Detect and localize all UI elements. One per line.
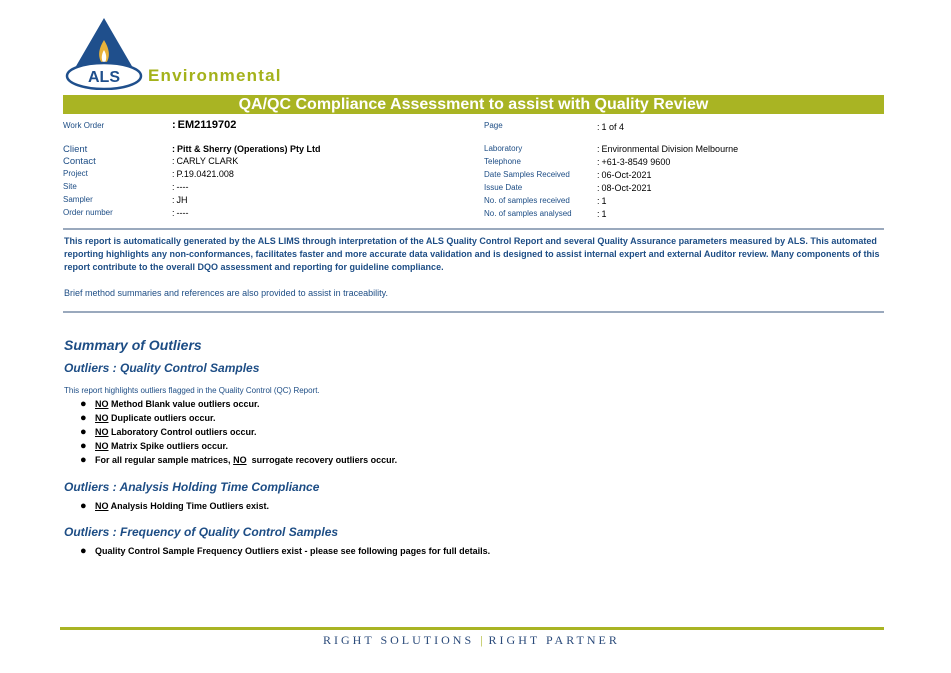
divider-top xyxy=(63,228,884,230)
label-date-received: Date Samples Received xyxy=(484,170,570,179)
logo-text: ALS xyxy=(88,69,120,86)
value-site: : ---- xyxy=(172,182,189,192)
value-issue-date: : 08-Oct-2021 xyxy=(597,183,652,193)
footer-slogan: RIGHT SOLUTIONS | RIGHT PARTNER xyxy=(323,633,620,647)
label-contact: Contact xyxy=(63,156,96,167)
intro-paragraph: This report is automatically generated by the ALS LIMS through interpretation of the ALS Quality Control Report and several Quality Assurance parameters measured by ALS. This automated reporting highlights any non-conformances, facilitates faster and more accurate data validation and is designed to assist internal expert and external Auditor review. Many components of this report contribute to the overall DQO assessment and reporting for guideline compliance. xyxy=(64,236,880,272)
label-samples-received: No. of samples received xyxy=(484,196,570,205)
bullet-dot-icon: ● xyxy=(80,426,87,438)
label-telephone: Telephone xyxy=(484,157,521,166)
value-order-number: : ---- xyxy=(172,208,189,218)
value-page: : 1 of 4 xyxy=(597,122,625,132)
value-laboratory: : Environmental Division Melbourne xyxy=(597,144,739,154)
label-laboratory: Laboratory xyxy=(484,144,523,153)
label-project: Project xyxy=(63,169,88,178)
list-item: ● NO Duplicate outliers occur. xyxy=(80,412,216,424)
summary-heading: Summary of Outliers xyxy=(64,337,202,353)
label-client: Client xyxy=(63,144,88,155)
label-order-number: Order number xyxy=(63,208,113,217)
frequency-heading: Outliers : Frequency of Quality Control Samples xyxy=(64,525,339,539)
bullet-dot-icon: ● xyxy=(80,545,87,557)
list-item: ● Quality Control Sample Frequency Outliers exist - please see following pages for full details. xyxy=(80,545,491,557)
qc-heading: Outliers : Quality Control Samples xyxy=(64,361,260,375)
holding-heading: Outliers : Analysis Holding Time Compliance xyxy=(64,480,320,494)
bullet-dot-icon: ● xyxy=(80,412,87,424)
list-item: ● NO Matrix Spike outliers occur. xyxy=(80,440,229,452)
label-issue-date: Issue Date xyxy=(484,183,523,192)
value-contact: : CARLY CLARK xyxy=(172,156,239,166)
qc-note: This report highlights outliers flagged in the Quality Control (QC) Report. xyxy=(64,386,320,395)
bullet-dot-icon: ● xyxy=(80,440,87,452)
label-work-order: Work Order xyxy=(63,121,105,130)
label-sampler: Sampler xyxy=(63,195,93,204)
brand-name: Environmental xyxy=(148,66,282,85)
label-site: Site xyxy=(63,182,77,191)
list-item: ● NO Laboratory Control outliers occur. xyxy=(80,426,257,438)
value-work-order: : EM2119702 xyxy=(172,119,237,131)
value-client: : Pitt & Sherry (Operations) Pty Ltd xyxy=(172,144,321,154)
method-note: Brief method summaries and references are also provided to assist in traceability. xyxy=(64,288,388,298)
label-page: Page xyxy=(484,121,503,130)
list-item: ● For all regular sample matrices, NO surrogate recovery outliers occur. xyxy=(80,454,398,466)
label-samples-analysed: No. of samples analysed xyxy=(484,209,572,218)
list-item: ● NO Analysis Holding Time Outliers exist. xyxy=(80,500,270,512)
bullet-dot-icon: ● xyxy=(80,500,87,512)
list-item: ● NO Method Blank value outliers occur. xyxy=(80,398,260,410)
divider-middle xyxy=(63,311,884,313)
value-sampler: : JH xyxy=(172,195,188,205)
value-telephone: : +61-3-8549 9600 xyxy=(597,157,671,167)
bullet-dot-icon: ● xyxy=(80,398,87,410)
page-title: QA/QC Compliance Assessment to assist with Quality Review xyxy=(63,95,884,114)
footer-rule xyxy=(60,627,884,630)
als-logo-icon xyxy=(64,16,144,90)
value-samples-analysed: : 1 xyxy=(597,209,607,219)
bullet-dot-icon: ● xyxy=(80,454,87,466)
value-samples-received: : 1 xyxy=(597,196,607,206)
value-project: : P.19.0421.008 xyxy=(172,169,234,179)
value-date-received: : 06-Oct-2021 xyxy=(597,170,652,180)
